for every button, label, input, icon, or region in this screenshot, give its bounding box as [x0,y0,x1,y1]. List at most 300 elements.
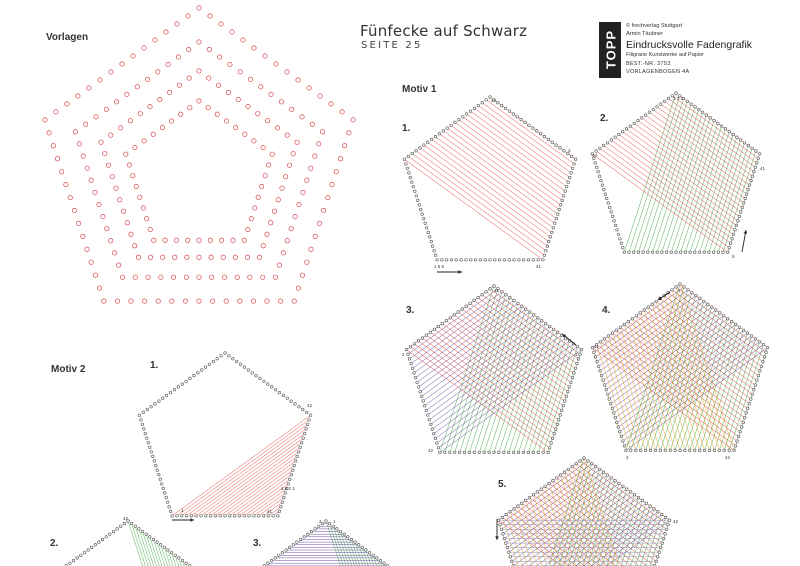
pin [565,395,568,398]
template-pin [296,286,300,290]
pin [583,457,586,460]
pin [169,510,172,513]
pin [421,337,424,340]
pin [599,370,602,373]
thread-line [615,137,736,225]
template-pin [60,170,64,174]
template-pin [118,126,122,130]
pin [594,465,597,468]
pin [270,559,273,562]
pin [757,374,760,377]
pin [454,121,457,124]
pin [691,291,694,294]
template-pin [156,299,160,303]
pin [614,479,617,482]
template-pin [152,238,156,242]
pin [436,442,439,445]
pin [185,515,188,518]
pin [724,128,727,131]
template-pin [102,299,106,303]
template-pin [261,244,265,248]
pin [736,440,739,443]
pin [417,386,420,389]
pin [729,242,732,245]
template-pin [291,152,295,156]
template-pin [236,97,240,101]
thread-line [420,148,549,242]
pin [698,108,701,111]
pin [499,524,502,527]
template-pin [300,115,304,119]
pin [224,352,227,355]
template-pin [77,142,81,146]
pin [80,554,83,557]
pin [417,340,420,343]
pin [267,562,270,565]
pin [645,502,648,505]
pin [603,188,606,191]
template-pin [261,145,265,149]
template-pin [160,125,164,129]
pin [146,408,149,411]
topp-logo: TOPP [599,22,621,78]
template-pin [142,299,146,303]
pin [734,323,737,326]
pin [87,549,90,552]
template-pin [110,175,114,179]
pin [528,124,531,127]
template-pin [309,247,313,251]
template-pin [187,47,191,51]
pin [489,288,492,291]
pin [620,242,623,245]
pin [619,326,622,329]
pin [255,374,258,377]
pin [425,334,428,337]
pin [450,124,453,127]
pin [748,402,751,405]
pin [561,199,564,202]
pin [683,286,686,289]
pin [455,259,458,262]
template-pin [233,255,237,259]
thread-line [440,350,582,453]
pin [427,414,430,417]
template-pin [138,112,142,116]
pin [757,157,760,160]
pin [185,562,188,565]
template-pin [197,40,201,44]
pin [536,317,539,320]
template-pin [109,133,113,137]
pin [644,449,647,452]
pin [639,449,642,452]
pin [659,546,662,549]
pin [570,381,573,384]
pin [629,125,632,128]
pin [200,369,203,372]
pin [365,549,368,552]
template-pin [54,110,58,114]
pin [759,370,762,373]
pin [509,510,512,513]
pin [72,559,75,562]
pin [763,356,766,359]
pin [460,259,463,262]
thread-line [640,313,685,451]
pin [754,338,757,341]
pin [185,380,188,383]
pin [745,193,748,196]
pin [277,515,280,518]
template-pin [226,90,230,94]
pin [556,423,559,426]
template-pin [310,122,314,126]
pin [689,251,692,254]
pin [430,423,433,426]
pin [130,522,133,525]
pin [740,211,743,214]
pin [263,380,266,383]
pin [76,557,79,560]
pin [540,319,543,322]
pin [421,213,424,216]
pin [433,328,436,331]
template-pin [305,260,309,264]
pin [732,233,735,236]
thread-line [482,103,572,169]
pin [190,515,193,518]
pin [607,202,610,205]
thread-line [489,315,534,453]
template-pin [231,238,235,242]
template-pin [307,86,311,90]
thread-line [519,332,558,452]
thread-line [676,123,718,252]
pin [751,175,754,178]
template-pin [170,299,174,303]
pin [563,471,566,474]
template-pin [113,251,117,255]
pin [596,360,599,363]
pin [674,449,677,452]
pin [730,320,733,323]
pin [412,185,415,188]
pin [282,394,285,397]
pin [247,369,250,372]
pin-number: 1 [181,508,184,513]
template-pin [217,55,221,59]
pin [574,367,577,370]
template-pin [230,30,234,34]
pin [481,293,484,296]
pin [655,300,658,303]
pin [546,245,549,248]
pin [143,428,146,431]
pin [251,372,254,375]
pin [653,508,656,511]
thread-line [425,321,542,406]
pin [408,358,411,361]
pin [602,379,605,382]
pin [665,528,668,531]
template-pin [185,255,189,259]
pin [656,106,659,109]
template-pin [97,202,101,206]
pin [565,185,568,188]
pin [220,355,223,358]
pin [758,341,761,344]
pin [708,251,711,254]
pin [155,464,158,467]
thread-line [646,115,749,190]
pin [416,381,419,384]
pin [465,259,468,262]
pin [556,331,559,334]
pin [544,322,547,325]
pin [690,103,693,106]
pin [567,181,570,184]
thread-line [641,293,692,451]
template-pin [47,131,51,135]
template-pin [133,275,137,279]
pin [739,139,742,142]
pin [652,108,655,111]
pin [608,398,611,401]
pin [728,449,731,452]
pin [622,246,625,249]
pin [712,251,715,254]
pin [620,435,623,438]
pin [285,549,288,552]
pin [641,117,644,120]
pin [484,259,487,262]
pin [165,394,168,397]
pin [512,451,515,454]
pin [477,104,480,107]
thread-line [438,347,577,448]
pin [257,515,260,518]
pin-number: 4 3 2 1 [281,486,295,491]
template-pin [263,174,267,178]
thread-line [634,99,684,253]
pin [450,259,453,262]
pin [549,236,552,239]
pin [453,451,456,454]
thread-line [466,306,571,382]
pin-number: 1 [678,288,681,293]
pin [336,528,339,531]
pin [140,419,143,422]
pin [649,505,652,508]
pin [548,482,551,485]
template-pin [109,70,113,74]
thread-line [557,478,603,566]
motiv1-step-1: 1. [402,123,411,134]
pin-number: 42 [123,516,129,521]
template-pin [138,195,142,199]
page-title: Fünfecke auf Schwarz [360,22,528,40]
pin [648,111,651,114]
pin [593,351,596,354]
pin [579,460,582,463]
template-pin [249,217,253,221]
pin [163,546,166,549]
template-pin [114,186,118,190]
template-pin [64,182,68,186]
pin-number: 41 [536,264,542,269]
pin [278,391,281,394]
pin [347,536,350,539]
pin [557,213,560,216]
pin [156,541,159,544]
pin [436,259,439,262]
pin [177,386,180,389]
pin [296,455,299,458]
template-pin [89,260,93,264]
pin [551,141,554,144]
template-pin [245,255,249,259]
thread-line [624,93,676,252]
pin [556,477,559,480]
pin [555,144,558,147]
template-pin [105,227,109,231]
pin [743,142,746,145]
pin [208,363,211,366]
pin [595,166,598,169]
template-pin [120,275,124,279]
pin [483,451,486,454]
template-pin [207,76,211,80]
template-pin [163,238,167,242]
pin [149,446,152,449]
pin [570,155,573,158]
pin [297,451,300,454]
template-pin [246,104,250,108]
pin [687,289,690,292]
pin [647,251,650,254]
template-pin [330,182,334,186]
pin [628,251,631,254]
template-pin [265,232,269,236]
pin [463,451,466,454]
template-pin [224,119,228,123]
pin [152,455,155,458]
pin [738,215,741,218]
template-pin [263,54,267,58]
thread-line [611,140,735,230]
thread-line [211,452,299,516]
pin [617,233,620,236]
template-pin [285,70,289,74]
pin [639,312,642,315]
thread-line [432,139,554,227]
pin [559,204,562,207]
pin [521,305,524,308]
pin [509,556,512,559]
template-pin [257,255,261,259]
pin [658,551,661,554]
pin [679,283,682,286]
motiv1-step-3: 3. [406,305,415,316]
pin [462,116,465,119]
pin [419,147,422,150]
template-pin [76,221,80,225]
pin [138,528,141,531]
pin [445,319,448,322]
pin [756,162,759,165]
pin [670,251,673,254]
template-pin [173,255,177,259]
pin [720,125,723,128]
template-pin [158,97,162,101]
thread-line [424,145,550,237]
thread-line [671,121,714,253]
pin [508,259,511,262]
pin [457,311,460,314]
thread-line [196,438,303,516]
pin [647,306,650,309]
pin [159,478,162,481]
publisher-copyright: © frechverlag Stuttgart [626,23,683,29]
pin [292,543,295,546]
pin [503,537,506,540]
pin [306,423,309,426]
pin [762,343,765,346]
pin [715,309,718,312]
pin [675,251,678,254]
pin [614,416,617,419]
pin [501,516,504,519]
pin [493,285,496,288]
pin [501,291,504,294]
thread-line [439,134,556,219]
template-pin [55,157,59,161]
pin [160,483,163,486]
pin [649,449,652,452]
thread-line [616,330,655,450]
template-pin [145,217,149,221]
pin [299,446,302,449]
pin [437,325,440,328]
pin [723,449,726,452]
thread-line [704,140,741,252]
template-pin [242,238,246,242]
pin [698,251,701,254]
pin [728,246,731,249]
pin [105,536,108,539]
thread-line [455,295,506,453]
pin [635,315,638,318]
pin [568,176,571,179]
thread-line [428,142,552,232]
template-pin [174,238,178,242]
pin [101,538,104,541]
thread-line [630,126,742,207]
template-pin [317,221,321,225]
pin [219,515,222,518]
pin [535,130,538,133]
pin [372,554,375,557]
thread-line [668,99,756,163]
pin [214,515,217,518]
thread-line [603,304,708,380]
pin [762,360,765,363]
pin [675,92,678,95]
pin [284,492,287,495]
pin [405,348,408,351]
book-tagline: Filigrane Kunstwerke auf Papier [626,52,704,58]
